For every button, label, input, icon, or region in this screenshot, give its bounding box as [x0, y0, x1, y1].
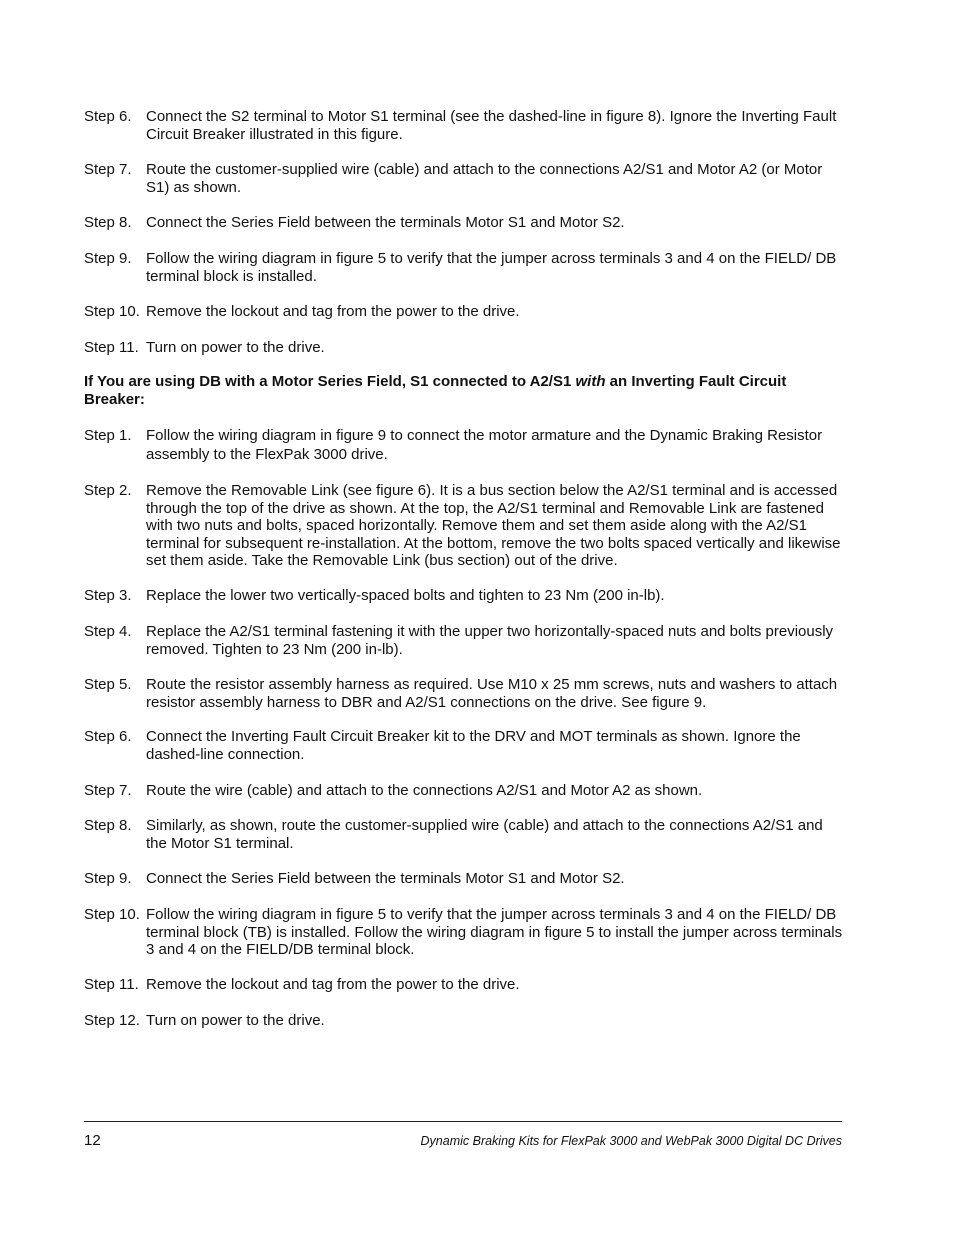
step-text: Remove the Removable Link (see figure 6). It is a bus section below the A2/S1 terminal and is accessed through the top of the drive as shown. At the top, the A2/S1 terminal and Removable Link are fastened with two nuts and bolts, spaced horizontally. Remove them and set them aside along with the A2/S1 terminal for subsequent re-installation. At the bottom, remove the two bolts spaced vertically and likewise set them aside. Take the Removable Link (bus section) out of the drive.: [146, 482, 841, 569]
step-label: Step 9.: [84, 250, 132, 267]
footer-divider: [84, 1121, 842, 1122]
step-label: Step 7.: [84, 161, 132, 178]
step-text: Follow the wiring diagram in figure 9 to connect the motor armature and the Dynamic Braking Resistor assembly to the FlexPak 3000 drive.: [146, 427, 823, 463]
step-item: [84, 108, 844, 143]
step-item: [84, 214, 844, 232]
step-item: [84, 782, 844, 800]
step-label: Step 8.: [84, 817, 132, 834]
step-text: Remove the lockout and tag from the power to the drive.: [146, 303, 520, 320]
step-item: [84, 250, 844, 285]
step-text: Turn on power to the drive.: [146, 1012, 325, 1029]
step-item: [84, 976, 844, 994]
heading-text-part1: If You are using DB with a Motor Series Field, S1 connected to A2/S1: [84, 373, 576, 390]
step-text: Follow the wiring diagram in figure 5 to verify that the jumper across terminals 3 and 4 on the FIELD/ DB terminal block is installed.: [146, 250, 837, 285]
step-label: Step 10.: [84, 303, 140, 320]
step-label: Step 12.: [84, 1012, 140, 1029]
step-text: Turn on power to the drive.: [146, 339, 325, 356]
step-item: [84, 426, 844, 464]
step-label: Step 3.: [84, 587, 132, 604]
step-text: Follow the wiring diagram in figure 5 to verify that the jumper across terminals 3 and 4 on the FIELD/ DB terminal block (TB) is installed. Follow the wiring diagram in figure 5 to install the jumper across terminals 3 and 4 on the FIELD/DB terminal block.: [146, 906, 843, 958]
step-item: [84, 161, 844, 196]
heading-text-part2: an Inverting Fault Circuit Breaker:: [84, 373, 787, 408]
step-item: [84, 587, 844, 605]
step-text: Route the wire (cable) and attach to the connections A2/S1 and Motor A2 as shown.: [146, 782, 703, 799]
step-label: Step 5.: [84, 676, 132, 693]
step-text: Route the customer-supplied wire (cable) and attach to the connections A2/S1 and Motor A2 (or Motor S1) as shown.: [146, 161, 823, 196]
step-label: Step 4.: [84, 623, 132, 640]
step-label: Step 7.: [84, 782, 132, 799]
step-label: Step 6.: [84, 108, 132, 125]
step-text: Similarly, as shown, route the customer-supplied wire (cable) and attach to the connections A2/S1 and the Motor S1 terminal.: [146, 817, 823, 852]
step-item: [84, 339, 844, 357]
step-item: [84, 676, 844, 711]
step-label: Step 6.: [84, 728, 132, 745]
step-text: Remove the lockout and tag from the power to the drive.: [146, 976, 520, 993]
step-item: [84, 870, 844, 888]
step-item: [84, 906, 844, 959]
step-item: [84, 482, 844, 570]
step-label: Step 11.: [84, 976, 139, 993]
page-number: 12: [84, 1132, 101, 1149]
step-text: Connect the Inverting Fault Circuit Breaker kit to the DRV and MOT terminals as shown. Ignore the dashed-line connection.: [146, 728, 801, 763]
step-text: Connect the Series Field between the terminals Motor S1 and Motor S2.: [146, 214, 625, 231]
step-item: [84, 817, 844, 852]
step-label: Step 2.: [84, 482, 132, 499]
step-label: Step 10.: [84, 906, 140, 923]
step-label: Step 8.: [84, 214, 132, 231]
heading-emphasis: with: [575, 373, 606, 390]
section-heading: [84, 373, 844, 408]
step-label: Step 11.: [84, 339, 139, 356]
step-item: [84, 623, 844, 658]
step-text: Replace the A2/S1 terminal fastening it with the upper two horizontally-spaced nuts and bolts previously removed. Tighten to 23 Nm (200 in-lb).: [146, 623, 834, 658]
step-text: Replace the lower two vertically-spaced bolts and tighten to 23 Nm (200 in-lb).: [146, 587, 665, 604]
step-text: Route the resistor assembly harness as required. Use M10 x 25 mm screws, nuts and washers to attach resistor assembly harness to DBR and A2/S1 connections on the drive. See figure 9.: [146, 676, 838, 711]
step-item: [84, 728, 844, 763]
step-item: [84, 1012, 844, 1030]
footer-title: Dynamic Braking Kits for FlexPak 3000 and WebPak 3000 Digital DC Drives: [420, 1134, 842, 1148]
step-text: Connect the S2 terminal to Motor S1 terminal (see the dashed-line in figure 8). Ignore the Inverting Fault Circuit Breaker illustrated in this figure.: [146, 108, 837, 143]
step-label: Step 1.: [84, 427, 132, 444]
step-label: Step 9.: [84, 870, 132, 887]
step-text: Connect the Series Field between the terminals Motor S1 and Motor S2.: [146, 870, 625, 887]
step-item: [84, 303, 844, 321]
